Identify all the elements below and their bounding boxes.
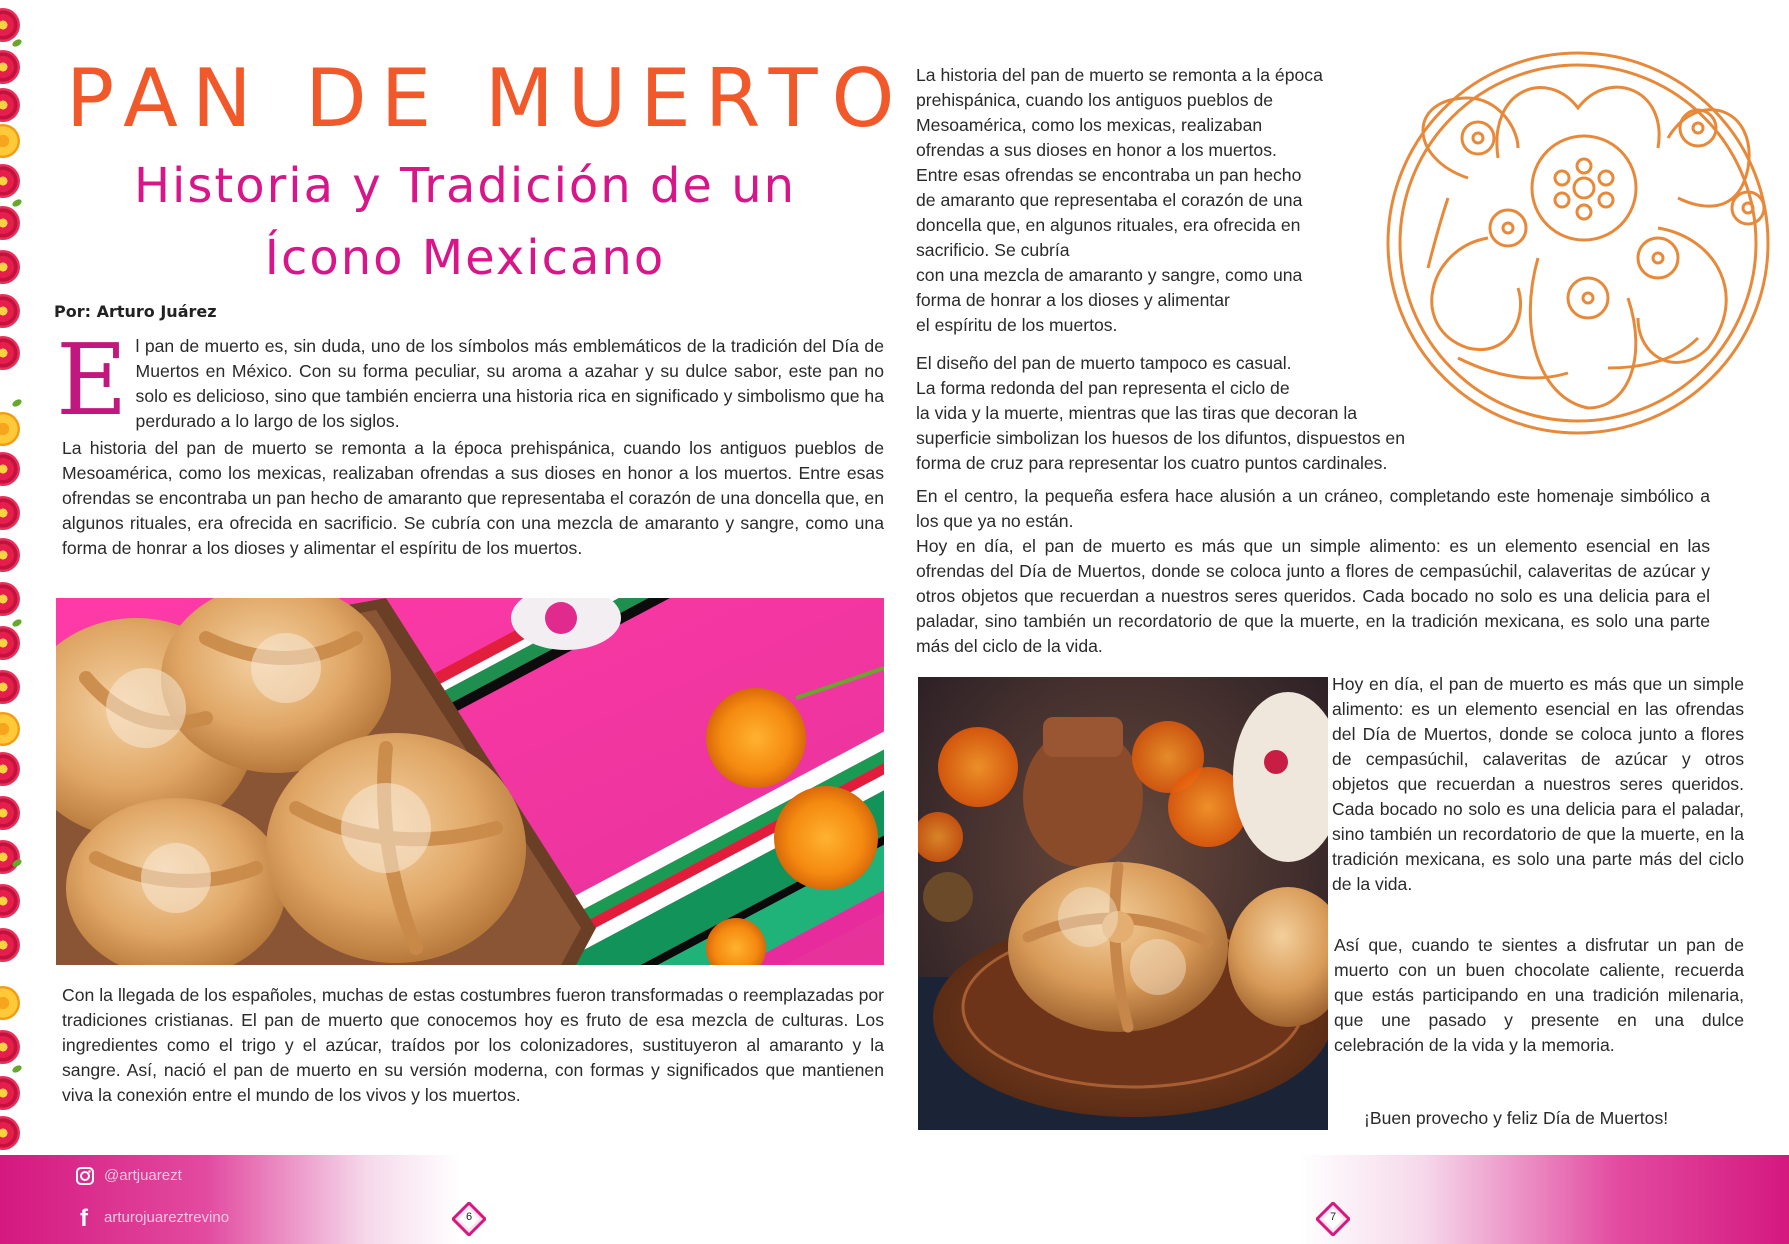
pan-de-muerto-photo [56, 598, 884, 965]
history-line: Entre esas ofrendas se encontraba un pan hecho [916, 165, 1302, 185]
history-column [916, 63, 1416, 338]
closing-paragraph: Así que, cuando te sientes a disfrutar un pan de muerto con un buen chocolate caliente, recuerda que estás participando en una tradición milenaria, que une pasado y presente en una dulce celebración de la vida y la memoria. [1334, 935, 1744, 1055]
history-line: doncella que, en algunos rituales, era ofrecida en [916, 215, 1301, 235]
instagram-icon[interactable] [76, 1167, 94, 1190]
facebook-handle[interactable]: arturojuareztrevino [104, 1209, 230, 1226]
design-paragraph [916, 351, 1516, 476]
history-line: forma de honrar a los dioses y alimentar [916, 290, 1230, 310]
instagram-handle[interactable]: @artjuarezt [104, 1167, 182, 1184]
design-line: la vida y la muerte, mientras que las tiras que decoran la [916, 403, 1358, 423]
author-byline: Por: Arturo Juárez [54, 302, 217, 321]
design-line: superficie simbolizan los huesos de los difuntos, dispuestos en [916, 428, 1405, 448]
design-line: La forma redonda del pan representa el ciclo de [916, 378, 1290, 398]
today-paragraph: Hoy en día, el pan de muerto es más que un simple alimento: es un elemento esencial en las ofrendas del Día de Muertos, donde se coloca junto a flores de cempasúchil, calaveritas de azúcar y otros objetos que recuerdan a nuestros seres queridos. Cada bocado no solo es una delicia para el paladar, sino también un recordatorio de que la muerte, en la tradición mexicana, es solo una parte más del ciclo de la vida. [916, 536, 1710, 656]
drop-cap: E [56, 324, 128, 438]
history-line: de amaranto que representaba el corazón de una [916, 190, 1303, 210]
page-number-left: 6 [465, 1211, 473, 1223]
center-paragraph: En el centro, la pequeña esfera hace alusión a un cráneo, completando este homenaje simbólico a los que ya no están. [916, 486, 1710, 531]
page-number-badge-left [452, 1202, 486, 1236]
history-line: sacrificio. Se cubría [916, 240, 1070, 260]
signoff-text: ¡Buen provecho y feliz Día de Muertos! [1364, 1108, 1669, 1128]
intro-text: l pan de muerto es, sin duda, uno de los símbolos más emblemáticos de la tradición del Día de Muertos en México. Con su forma peculiar, su aroma a azahar y su dulce sabor, este pan no solo es delicioso, sino que también encierra una historia rica en significado y simbolismo que ha perdurado a lo largo de los siglos. [135, 336, 884, 431]
footer-left [0, 1155, 460, 1244]
history-line: prehispánica, cuando los antiguos pueblos de [916, 90, 1274, 110]
today-repeat-paragraph: Hoy en día, el pan de muerto es más que un simple alimento: es un elemento esencial en las ofrendas del Día de Muertos, donde se coloca junto a flores de cempasúchil, calaveritas de azúcar y otros objetos que recuerdan a nuestros seres queridos. Cada bocado no solo es una delicia para el paladar, sino también un recordatorio de que la muerte, en la tradición mexicana, es solo una parte más del ciclo de la vida. [1332, 674, 1744, 894]
page-title: PAN DE MUERTO [66, 52, 909, 145]
intro-paragraph [56, 324, 884, 438]
history-paragraph: La historia del pan de muerto se remonta a la época prehispánica, cuando los antiguos pueblos de Mesoamérica, como los mexicas, realizaban ofrendas a sus dioses en honor a los muertos. Entre esas ofrendas se encontraba un pan hecho de amaranto que representaba el corazón de una doncella que, en algunos rituales, era ofrecida en sacrificio. Se cubría con una mezcla de amaranto y sangre, como una forma de honrar a los dioses y alimentar el espíritu de los muertos. [62, 438, 884, 558]
footer-right [1300, 1155, 1789, 1244]
history-line: el espíritu de los muertos. [916, 315, 1118, 335]
marigold-border [0, 0, 22, 1150]
page-number-right: 7 [1329, 1211, 1337, 1223]
facebook-icon[interactable]: f [80, 1205, 88, 1232]
history-line: Mesoamérica, como los mexicas, realizaban [916, 115, 1263, 135]
page-number-badge-right [1316, 1202, 1350, 1236]
history-line: con una mezcla de amaranto y sangre, como una [916, 265, 1303, 285]
design-line: El diseño del pan de muerto tampoco es casual. [916, 353, 1292, 373]
pan-de-muerto-plate-photo [918, 677, 1328, 1130]
history-line: ofrendas a sus dioses en honor a los muertos. [916, 140, 1277, 160]
page-subtitle: Historia y Tradición de un Ícono Mexicano [133, 158, 797, 286]
history-line: La historia del pan de muerto se remonta a la época [916, 65, 1323, 85]
design-line: forma de cruz para representar los cuatro puntos cardinales. [916, 453, 1388, 473]
spanish-arrival-paragraph: Con la llegada de los españoles, muchas de estas costumbres fueron transformadas o reemplazadas por tradiciones cristianas. El pan de muerto que conocemos hoy es fruto de esa mezcla de culturas. Los ingredientes como el trigo y el azúcar, traídos por los colonizadores, sustituyeron al amaranto y la sangre. Así, nació el pan de muerto en su versión moderna, con formas y significados que mantienen viva la conexión entre el mundo de los vivos y los muertos. [62, 985, 884, 1105]
